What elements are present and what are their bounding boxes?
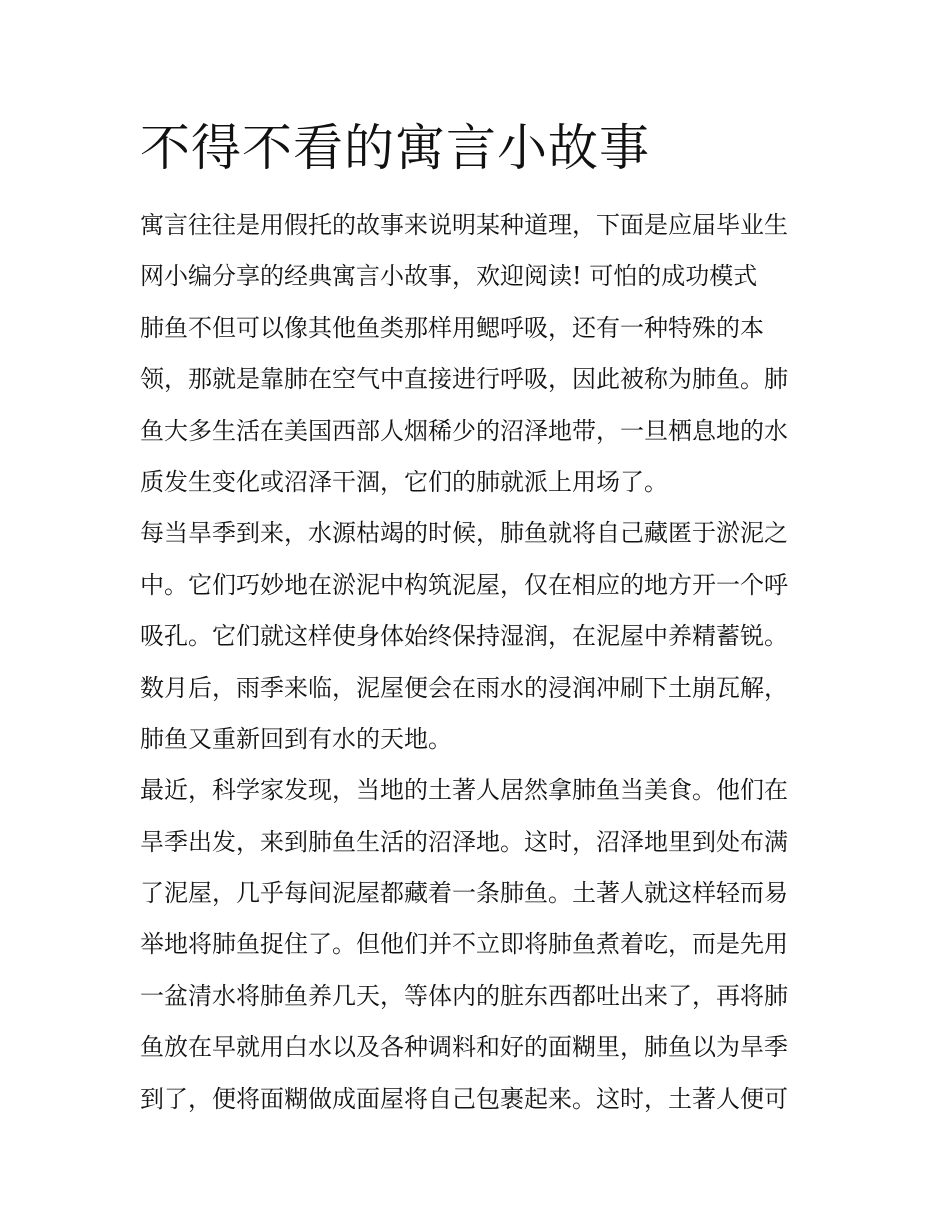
document-title: 不得不看的寓言小故事 <box>140 119 650 177</box>
text-line: 每当旱季到来，水源枯竭的时候，肺鱼就将自己藏匿于淤泥之 <box>140 519 788 548</box>
text-line: 网小编分享的经典寓言小故事，欢迎阅读! 可怕的成功模式 <box>140 262 758 291</box>
text-line: 最近，科学家发现，当地的土著人居然拿肺鱼当美食。他们在 <box>140 776 788 805</box>
text-line: 中。它们巧妙地在淤泥中构筑泥屋，仅在相应的地方开一个呼 <box>140 570 788 599</box>
text-line: 一盆清水将肺鱼养几天，等体内的脏东西都吐出来了，再将肺 <box>140 981 788 1010</box>
text-line: 举地将肺鱼捉住了。但他们并不立即将肺鱼煮着吃，而是先用 <box>140 930 788 959</box>
document-body <box>140 200 820 1125</box>
text-line: 肺鱼不但可以像其他鱼类那样用鳃呼吸，还有一种特殊的本 <box>140 313 764 342</box>
text-line: 寓言往往是用假托的故事来说明某种道理，下面是应届毕业生 <box>140 211 788 239</box>
text-line: 鱼大多生活在美国西部人烟稀少的沼泽地带，一旦栖息地的水 <box>140 416 788 445</box>
text-line: 肺鱼又重新回到有水的天地。 <box>140 724 452 753</box>
text-line: 质发生变化或沼泽干涸，它们的肺就派上用场了。 <box>140 467 668 496</box>
text-line: 到了，便将面糊做成面屋将自己包裹起来。这时，土著人便可 <box>140 1084 788 1113</box>
text-line: 旱季出发，来到肺鱼生活的沼泽地。这时，沼泽地里到处布满 <box>140 827 788 856</box>
text-line: 鱼放在早就用白水以及各种调料和好的面糊里，肺鱼以为旱季 <box>140 1033 788 1062</box>
text-line: 了泥屋，几乎每间泥屋都藏着一条肺鱼。土著人就这样轻而易 <box>140 879 788 908</box>
text-line: 数月后，雨季来临，泥屋便会在雨水的浸润冲刷下土崩瓦解， <box>140 673 788 702</box>
text-line: 吸孔。它们就这样使身体始终保持湿润，在泥屋中养精蓄锐。 <box>140 622 788 651</box>
text-line: 领，那就是靠肺在空气中直接进行呼吸，因此被称为肺鱼。肺 <box>140 365 788 394</box>
